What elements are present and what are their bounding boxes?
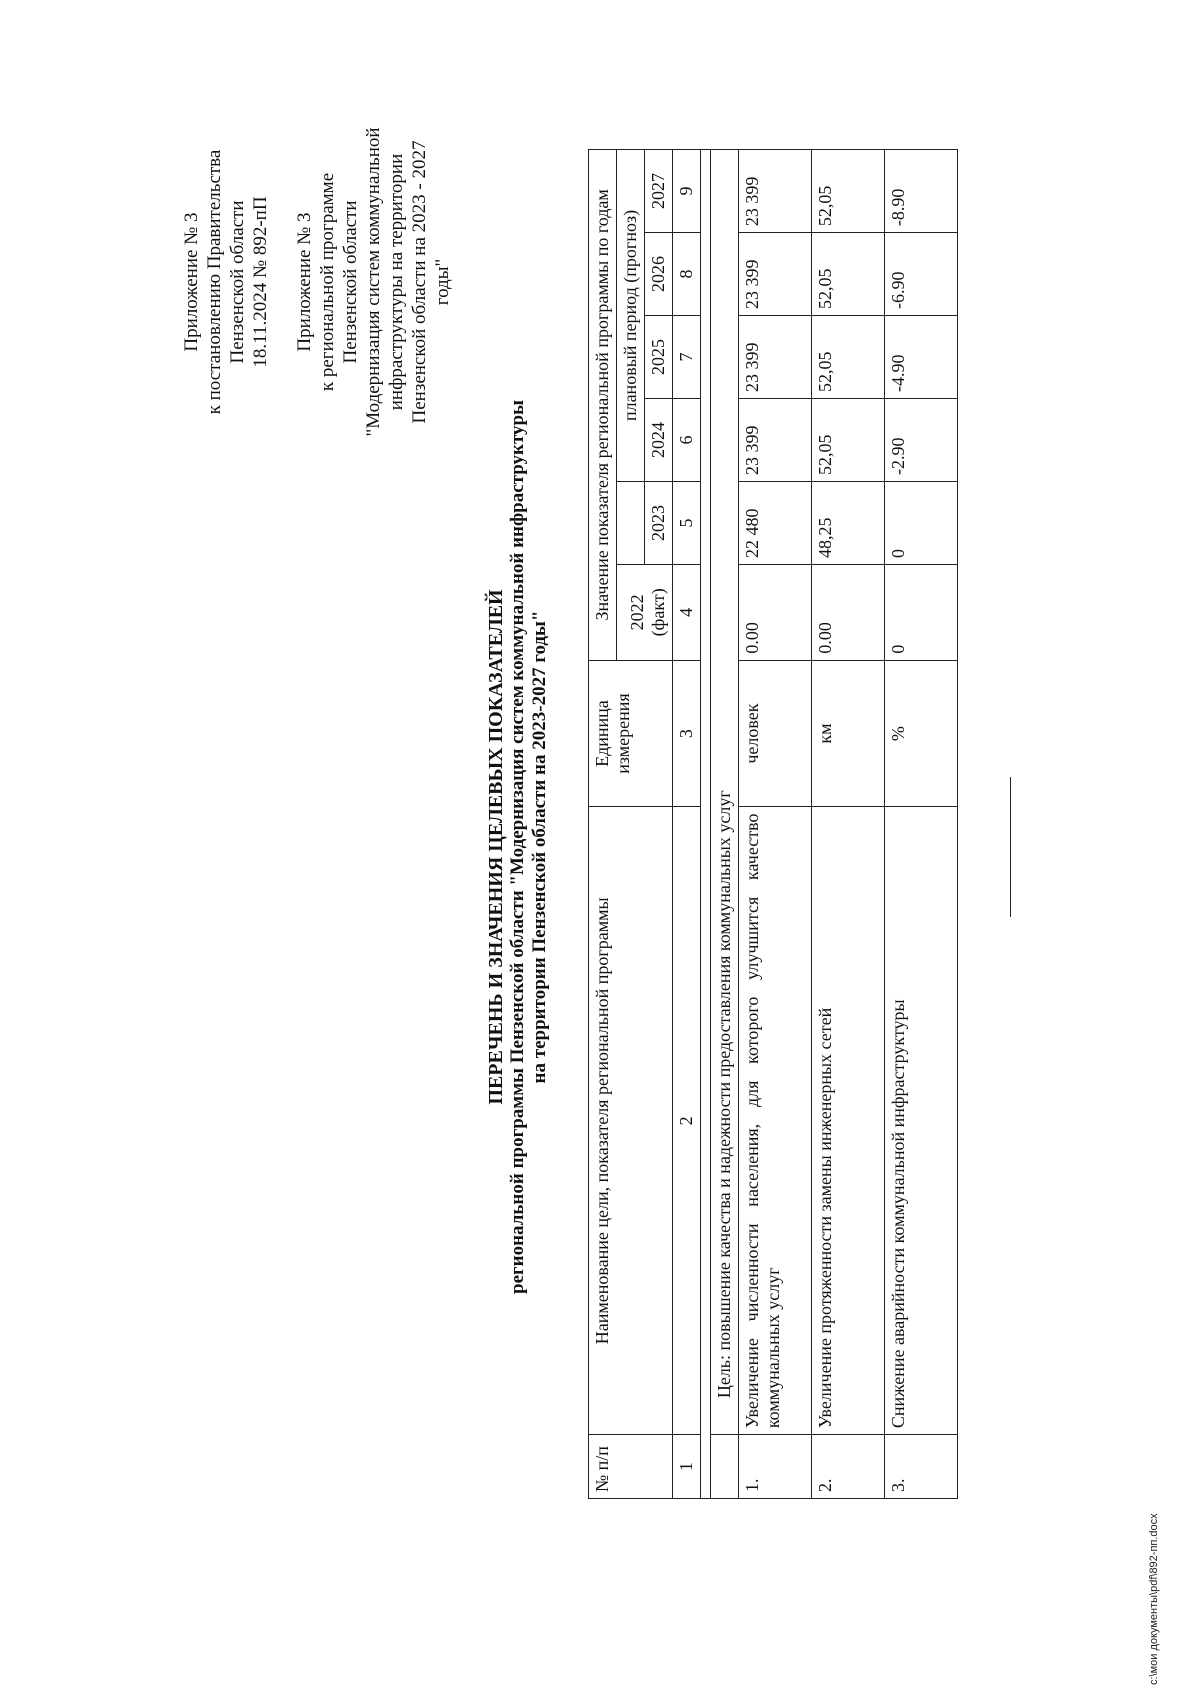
appendix-line: Пензенской области xyxy=(227,200,248,364)
row-value: 0 xyxy=(885,564,958,660)
table-row xyxy=(885,150,958,1499)
header-planning: плановый период (прогноз) xyxy=(617,150,645,482)
row-value: 52,05 xyxy=(812,316,885,399)
appendix2-line: Приложение № 3 xyxy=(294,212,315,352)
appendix2-line: "Модернизация систем коммунальной xyxy=(363,127,384,437)
separator-row xyxy=(701,150,711,1499)
row-num: 3. xyxy=(885,1435,958,1499)
goal-text: Цель: повышение качества и надежности предоставления коммунальных услуг xyxy=(711,150,739,1435)
row-value: 52,05 xyxy=(812,233,885,316)
header-2024: 2024 xyxy=(645,399,673,482)
col-number: 8 xyxy=(673,233,701,316)
header-num: № п/п xyxy=(589,1435,673,1499)
col-number: 6 xyxy=(673,399,701,482)
title-sub-1: региональной программы Пензенской области "Модернизация систем коммунальной инфраструктуры xyxy=(507,400,528,1294)
table-row xyxy=(812,150,885,1499)
table-row xyxy=(739,150,812,1499)
header-2027: 2027 xyxy=(645,150,673,233)
col-number: 2 xyxy=(673,807,701,1435)
title-main: ПЕРЕЧЕНЬ И ЗНАЧЕНИЯ ЦЕЛЕВЫХ ПОКАЗАТЕЛЕЙ xyxy=(485,589,507,1105)
row-unit: км xyxy=(812,660,885,807)
end-rule xyxy=(1010,777,1011,917)
header-2026: 2026 xyxy=(645,233,673,316)
appendix-line: к постановлению Правительства xyxy=(204,149,225,415)
col-number: 7 xyxy=(673,316,701,399)
row-name: Увеличение численности населения, для которого улучшится качество коммунальных услуг xyxy=(739,807,812,1435)
row-value: 52,05 xyxy=(812,399,885,482)
goal-blank xyxy=(711,1435,739,1499)
row-value: 0.00 xyxy=(739,564,812,660)
header-row-1 xyxy=(589,150,617,1499)
column-numbers-row xyxy=(673,150,701,1499)
row-value: -6.90 xyxy=(885,233,958,316)
row-num: 2. xyxy=(812,1435,885,1499)
col-number: 1 xyxy=(673,1435,701,1499)
header-2025: 2025 xyxy=(645,316,673,399)
appendix2-line: инфраструктуры на территории xyxy=(386,153,407,411)
row-value: -4.90 xyxy=(885,316,958,399)
header-name: Наименование цели, показателя региональной программы xyxy=(589,807,673,1435)
footer-file-path: c:\мои документы\pdf\892-пп.docx xyxy=(1148,1513,1160,1685)
col-number: 3 xyxy=(673,660,701,807)
goal-row xyxy=(711,150,739,1499)
col-number: 9 xyxy=(673,150,701,233)
row-value: 52,05 xyxy=(812,150,885,233)
row-value: 23 399 xyxy=(739,316,812,399)
header-blank xyxy=(617,481,645,564)
title-sub-2: на территории Пензенской области на 2023-2027 годы" xyxy=(529,610,550,1084)
appendix-gap xyxy=(272,117,293,447)
appendix2-line: Пензенской области xyxy=(340,200,361,364)
row-value: 22 480 xyxy=(739,481,812,564)
row-value: 23 399 xyxy=(739,150,812,233)
appendix-block xyxy=(180,117,454,447)
header-2022: 2022 (факт) xyxy=(617,564,673,660)
row-name: Снижение аварийности коммунальной инфраструктуры xyxy=(885,807,958,1435)
row-value: 23 399 xyxy=(739,399,812,482)
header-2023: 2023 xyxy=(645,481,673,564)
header-values: Значение показателя региональной программы по годам xyxy=(589,150,617,661)
row-unit: человек xyxy=(739,660,812,807)
header-unit: Единица измерения xyxy=(589,660,673,807)
row-num: 1. xyxy=(739,1435,812,1499)
row-value: -2.90 xyxy=(885,399,958,482)
col-number: 5 xyxy=(673,481,701,564)
row-value: 0 xyxy=(885,481,958,564)
row-value: 48,25 xyxy=(812,481,885,564)
appendix-line: Приложение № 3 xyxy=(181,212,202,352)
col-number: 4 xyxy=(673,564,701,660)
row-value: 23 399 xyxy=(739,233,812,316)
row-value: -8.90 xyxy=(885,150,958,233)
appendix2-line: к региональной программе xyxy=(317,172,338,392)
separator-cell xyxy=(701,150,711,1499)
row-name: Увеличение протяженности замены инженерных сетей xyxy=(812,807,885,1435)
row-value: 0.00 xyxy=(812,564,885,660)
indicators-table xyxy=(588,149,958,1499)
appendix2-line: Пензенской области на 2023 - 2027 годы" xyxy=(409,140,453,424)
appendix-line: 18.11.2024 № 892-пП xyxy=(250,196,271,368)
document-title xyxy=(485,147,551,1547)
row-unit: % xyxy=(885,660,958,807)
